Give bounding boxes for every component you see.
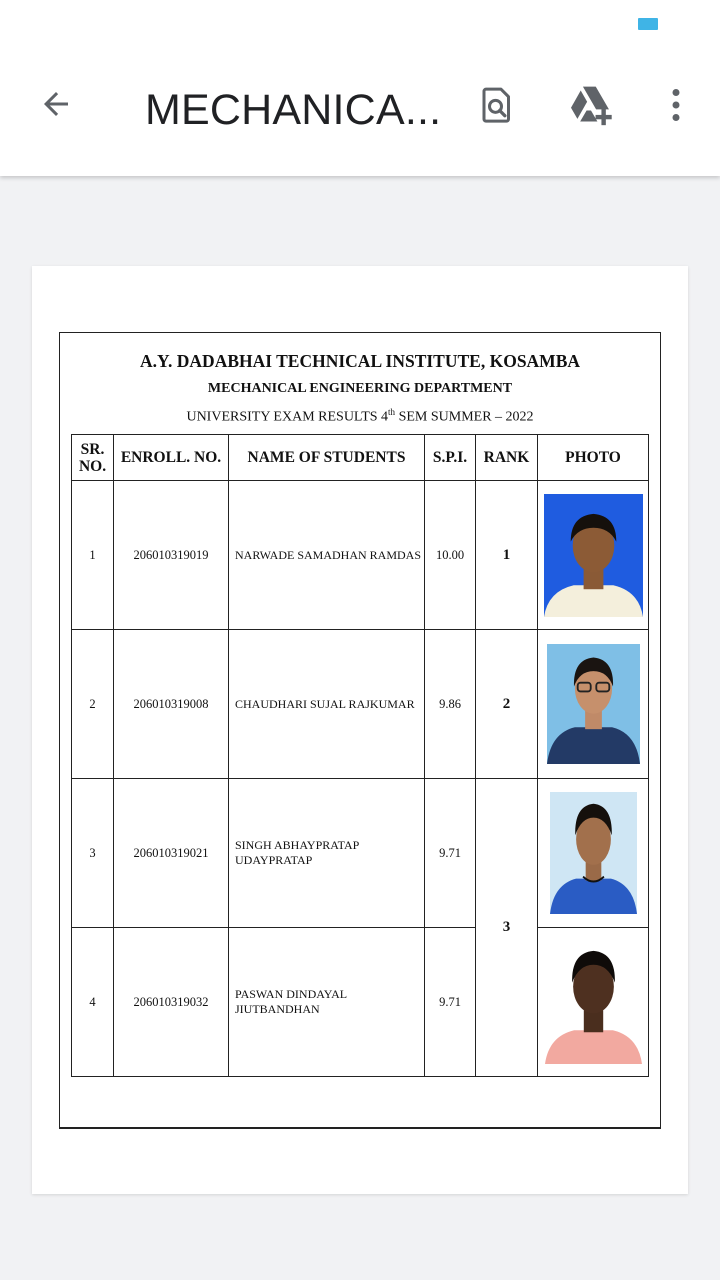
sr-no-cell: 1 [72,481,114,630]
more-options-icon [656,85,696,125]
add-to-drive-icon [569,83,617,127]
rank-cell: 1 [476,481,538,630]
spi-cell: 9.86 [425,630,476,779]
student-photo [545,941,642,1064]
pdf-page [32,266,688,1194]
table-row [72,779,649,928]
spi-cell: 9.71 [425,928,476,1077]
spi-cell: 9.71 [425,779,476,928]
enroll-no-cell: 206010319008 [114,630,229,779]
table-row [72,928,649,1077]
student-name-cell: NARWADE SAMADHAN RAMDAS [229,481,425,630]
enroll-no-cell: 206010319021 [114,779,229,928]
back-button[interactable] [32,80,80,128]
photo-cell [538,630,649,779]
header-enroll-no: ENROLL. NO. [114,435,229,481]
sr-no-cell: 3 [72,779,114,928]
sr-no-cell: 4 [72,928,114,1077]
table-header-row [72,435,649,481]
enroll-no-cell: 206010319032 [114,928,229,1077]
student-photo [544,494,643,617]
add-to-drive-button[interactable] [568,80,618,130]
spi-cell: 10.00 [425,481,476,630]
document-frame [59,332,661,1129]
header-rank: RANK [476,435,538,481]
back-arrow-icon [38,86,74,122]
find-in-document-button[interactable] [471,80,521,130]
photo-cell [538,779,649,928]
institute-heading: A.Y. DADABHAI TECHNICAL INSTITUTE, KOSAMBA [139,351,581,371]
photo-cell [538,481,649,630]
status-indicator [638,18,658,30]
student-photo [550,792,637,914]
header-sr-no: SR. NO. [72,435,114,481]
table-row [72,630,649,779]
find-in-document-icon [476,85,516,125]
more-options-button[interactable] [651,80,701,130]
header-name-of-students: NAME OF STUDENTS [229,435,425,481]
student-name-cell: CHAUDHARI SUJAL RAJKUMAR [229,630,425,779]
sr-no-cell: 2 [72,630,114,779]
rank-cell: 3 [476,779,538,1077]
department-heading: MECHANICAL ENGINEERING DEPARTMENT [207,381,513,396]
table-row [72,481,649,630]
results-heading: UNIVERSITY EXAM RESULTS 4th SEM SUMMER – 2022 [186,407,534,425]
document-title: MECHANICA... [145,86,442,134]
header-spi: S.P.I. [425,435,476,481]
results-table [71,434,649,1077]
header-photo: PHOTO [538,435,649,481]
app-bar [0,0,720,176]
student-name-cell: PASWAN DINDAYAL JIUTBANDHAN [229,928,425,1077]
photo-cell [538,928,649,1077]
rank-cell: 2 [476,630,538,779]
student-photo [547,644,640,764]
student-name-cell: SINGH ABHAYPRATAP UDAYPRATAP [229,779,425,928]
enroll-no-cell: 206010319019 [114,481,229,630]
